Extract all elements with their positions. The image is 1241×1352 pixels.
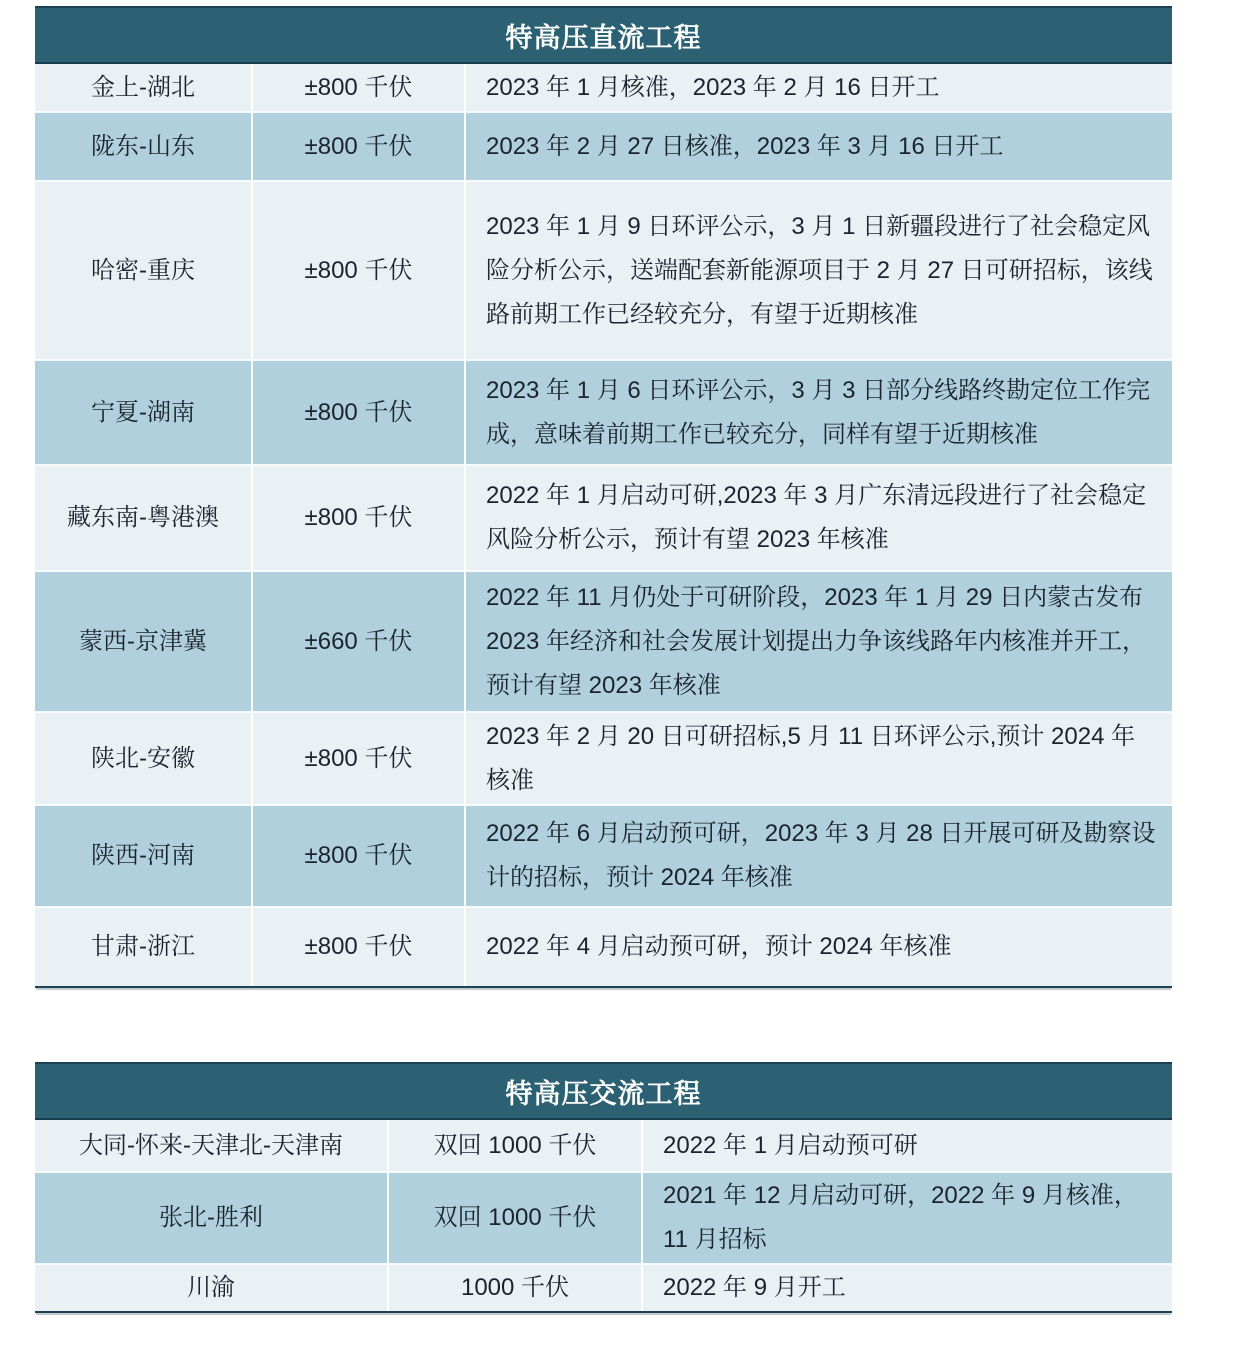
status-cell: 2023 年 1 月 6 日环评公示，3 月 3 日部分线路终勘定位工作完成，意味着前期工作已较充分，同样有望于近期核准 bbox=[465, 360, 1172, 465]
table-row bbox=[35, 465, 1172, 571]
table-row bbox=[35, 181, 1172, 360]
status-cell: 2022 年 11 月仍处于可研阶段，2023 年 1 月 29 日内蒙古发布 2023 年经济和社会发展计划提出力争该线路年内核准并开工，预计有望 2023 年核准 bbox=[465, 571, 1172, 712]
status-cell: 2022 年 1 月启动可研,2023 年 3 月广东清远段进行了社会稳定风险分析公示，预计有望 2023 年核准 bbox=[465, 465, 1172, 571]
table-row bbox=[35, 907, 1172, 986]
project-name-cell: 宁夏-湖南 bbox=[35, 360, 252, 465]
status-cell: 2023 年 1 月 9 日环评公示，3 月 1 日新疆段进行了社会稳定风险分析公示，送端配套新能源项目于 2 月 27 日可研招标，该线路前期工作已经较充分，有望于近期核准 bbox=[465, 181, 1172, 360]
uhv-ac-table-title: 特高压交流工程 bbox=[35, 1064, 1172, 1120]
table-row bbox=[35, 64, 1172, 112]
project-name-cell: 甘肃-浙江 bbox=[35, 907, 252, 986]
table-row bbox=[35, 1264, 1172, 1311]
voltage-cell: ±800 千伏 bbox=[252, 907, 465, 986]
project-name-cell: 大同-怀来-天津北-天津南 bbox=[35, 1120, 388, 1172]
status-cell: 2021 年 12 月启动可研，2022 年 9 月核准，11 月招标 bbox=[642, 1172, 1172, 1264]
project-name-cell: 蒙西-京津冀 bbox=[35, 571, 252, 712]
voltage-cell: ±660 千伏 bbox=[252, 571, 465, 712]
uhv-dc-table bbox=[35, 6, 1172, 988]
voltage-cell: ±800 千伏 bbox=[252, 112, 465, 181]
table-row bbox=[35, 805, 1172, 907]
table-row bbox=[35, 1172, 1172, 1264]
voltage-cell: ±800 千伏 bbox=[252, 360, 465, 465]
voltage-cell: ±800 千伏 bbox=[252, 465, 465, 571]
project-name-cell: 陇东-山东 bbox=[35, 112, 252, 181]
status-cell: 2023 年 1 月核准，2023 年 2 月 16 日开工 bbox=[486, 73, 940, 101]
uhv-ac-table bbox=[35, 1062, 1172, 1313]
project-name-cell: 哈密-重庆 bbox=[35, 181, 252, 360]
project-name-cell: 川渝 bbox=[35, 1264, 388, 1311]
voltage-cell: ±800 千伏 bbox=[252, 712, 465, 805]
project-name-cell: 金上-湖北 bbox=[35, 64, 252, 112]
status-cell: 2023 年 2 月 27 日核准，2023 年 3 月 16 日开工 bbox=[465, 112, 1172, 181]
voltage-cell: ±800 千伏 bbox=[252, 181, 465, 360]
table-row bbox=[35, 360, 1172, 465]
project-name-cell: 陕西-河南 bbox=[35, 805, 252, 907]
table-row bbox=[35, 712, 1172, 805]
project-name-cell: 藏东南-粤港澳 bbox=[35, 465, 252, 571]
status-cell: 2023 年 2 月 20 日可研招标,5 月 11 日环评公示,预计 2024 年核准 bbox=[465, 712, 1172, 805]
table-row bbox=[35, 571, 1172, 712]
project-name-cell: 陕北-安徽 bbox=[35, 712, 252, 805]
voltage-cell: 1000 千伏 bbox=[388, 1264, 642, 1311]
status-cell: 2022 年 4 月启动预可研，预计 2024 年核准 bbox=[465, 907, 1172, 986]
voltage-cell: 双回 1000 千伏 bbox=[388, 1172, 642, 1264]
status-cell: 2022 年 9 月开工 bbox=[642, 1264, 1172, 1311]
uhv-dc-table-title: 特高压直流工程 bbox=[35, 8, 1172, 64]
voltage-cell: ±800 千伏 bbox=[252, 64, 465, 112]
voltage-cell: ±800 千伏 bbox=[252, 805, 465, 907]
status-cell: 2022 年 6 月启动预可研，2023 年 3 月 28 日开展可研及勘察设计的招标，预计 2024 年核准 bbox=[465, 805, 1172, 907]
voltage-cell: 双回 1000 千伏 bbox=[388, 1120, 642, 1172]
status-cell: 2022 年 1 月启动预可研 bbox=[663, 1131, 918, 1159]
project-name-cell: 张北-胜利 bbox=[35, 1172, 388, 1264]
table-row bbox=[35, 112, 1172, 181]
table-row bbox=[35, 1120, 1172, 1172]
